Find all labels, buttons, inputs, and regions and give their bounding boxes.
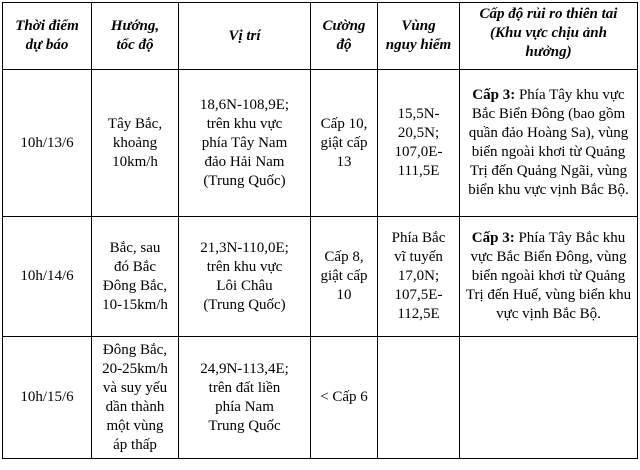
header-position: Vị trí	[179, 3, 311, 70]
cell-position: 21,3N-110,0E; trên khu vực Lôi Châu (Trung Quốc)	[179, 217, 311, 337]
table-row	[3, 337, 638, 459]
cell-risk	[460, 70, 638, 217]
cell-risk	[460, 337, 638, 459]
risk-area-text: Phía Tây khu vực Bắc Biển Đông (bao gồm quần đảo Hoàng Sa), vùng biển ngoài khơi từ Quảng Trị đến Quảng Ngãi, vùng biển khu vực vịnh Bắc Bộ.	[468, 87, 629, 198]
cell-intensity: Cấp 8, giật cấp 10	[311, 217, 378, 337]
forecast-table	[2, 2, 638, 459]
cell-intensity: < Cấp 6	[311, 337, 378, 459]
cell-time: 10h/15/6	[3, 337, 92, 459]
risk-level-label: Cấp 3:	[471, 230, 515, 246]
table-row	[3, 217, 638, 337]
table-row	[3, 70, 638, 217]
cell-time: 10h/13/6	[3, 70, 92, 217]
header-intensity: Cường độ	[311, 3, 378, 70]
cell-danger-zone: 15,5N- 20,5N; 107,0E- 111,5E	[378, 70, 460, 217]
header-direction: Hướng, tốc độ	[92, 3, 179, 70]
cell-direction: Đông Bắc, 20-25km/h và suy yếu dần thành một vùng áp thấp	[92, 337, 179, 459]
cell-time: 10h/14/6	[3, 217, 92, 337]
cell-position: 24,9N-113,4E; trên đất liền phía Nam Trung Quốc	[179, 337, 311, 459]
risk-area-text: Phía Tây Bắc khu vực Bắc Biển Đông, vùng biển ngoài khơi từ Quảng Trị đến Huế, vùng biển khu vực vịnh Bắc Bộ.	[465, 230, 632, 322]
cell-danger-zone	[378, 337, 460, 459]
header-time: Thời điểm dự báo	[3, 3, 92, 70]
cell-intensity: Cấp 10, giật cấp 13	[311, 70, 378, 217]
cell-danger-zone: Phía Bắc vĩ tuyến 17,0N; 107,5E- 112,5E	[378, 217, 460, 337]
cell-direction: Bắc, sau đó Bắc Đông Bắc, 10-15km/h	[92, 217, 179, 337]
cell-risk	[460, 217, 638, 337]
header-risk-level: Cấp độ rủi ro thiên tai (Khu vực chịu ảnh hưởng)	[460, 3, 638, 70]
header-row	[3, 3, 638, 70]
cell-position: 18,6N-108,9E; trên khu vực phía Tây Nam đảo Hải Nam (Trung Quốc)	[179, 70, 311, 217]
cell-direction: Tây Bắc, khoảng 10km/h	[92, 70, 179, 217]
header-danger-zone: Vùng nguy hiểm	[378, 3, 460, 70]
risk-level-label: Cấp 3:	[472, 87, 516, 103]
